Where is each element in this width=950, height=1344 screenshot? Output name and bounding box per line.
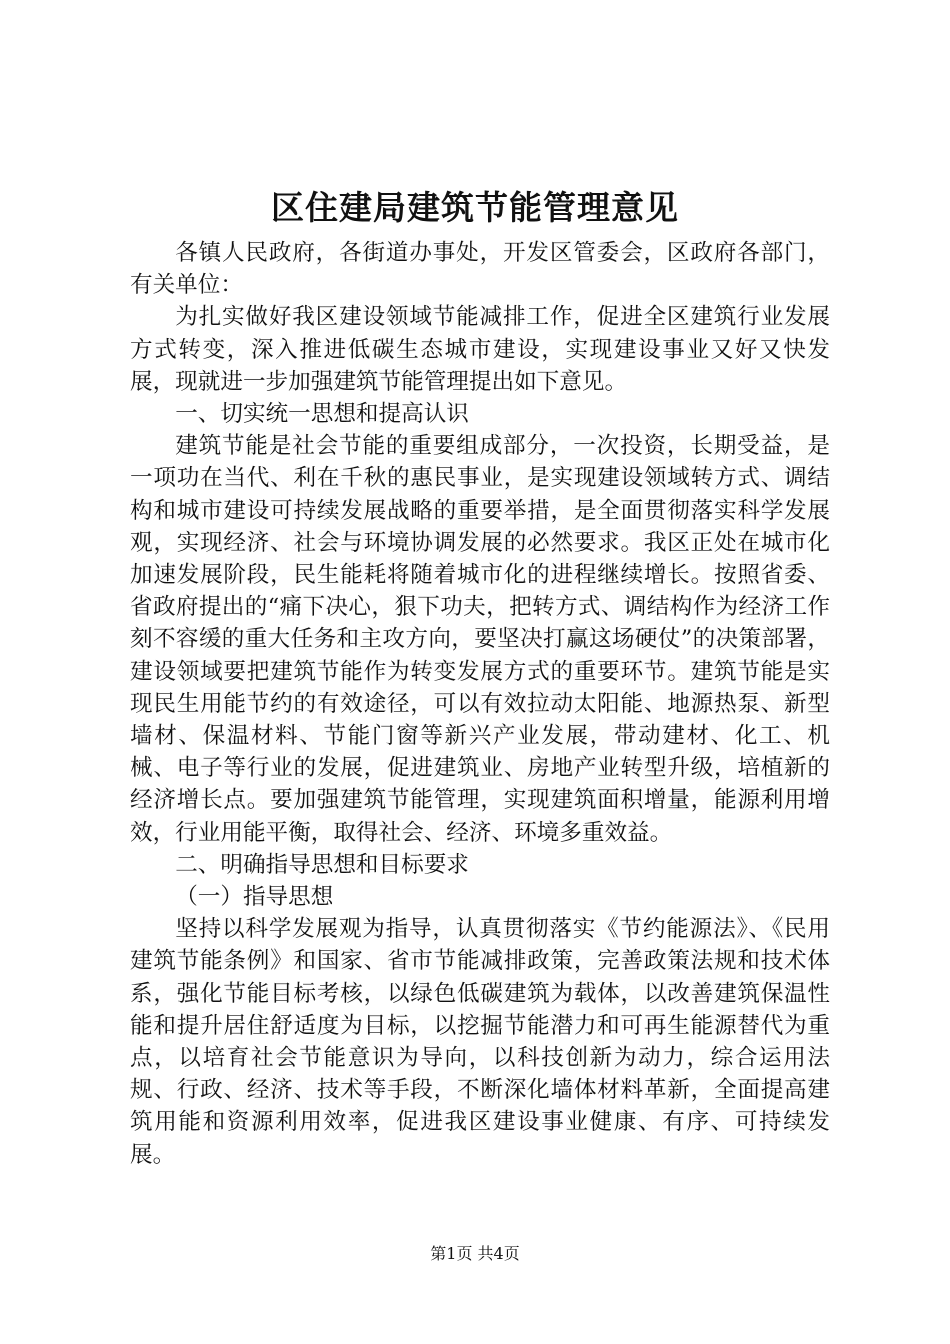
salutation-paragraph: 各镇人民政府，各街道办事处，开发区管委会，区政府各部门，有关单位： — [130, 240, 830, 299]
document-title: 区住建局建筑节能管理意见 — [271, 188, 679, 227]
section-1-paragraph: 建筑节能是社会节能的重要组成部分，一次投资，长期受益，是一项功在当代、利在千秋的惠民事业，是实现建设领域转方式、调结构和城市建设可持续发展战略的重要举措，是全面贯彻落实科学发展观，实现经济、社会与环境协调发展的必然要求。我区正处在城市化加速发展阶段，民生能耗将随着城市化的进程继续增长。按照省委、省政府提出的“痛下决心，狠下功夫，把转方式、调结构作为经济工作刻不容缓的重大任务和主攻方向，要坚决打赢这场硬仗”的决策部署，建设领域要把建筑节能作为转变发展方式的重要环节。建筑节能是实现民生用能节约的有效途径，可以有效拉动太阳能、地源热泵、新型墙材、保温材料、节能门窗等新兴产业发展，带动建材、化工、机械、电子等行业的发展，促进建筑业、房地产业转型升级，培植新的经济增长点。要加强建筑节能管理，实现建筑面积增量，能源利用增效，行业用能平衡，取得社会、经济、环境多重效益。 — [130, 433, 830, 846]
section-heading-1: 一、切实统一思想和提高认识 — [175, 401, 469, 428]
section-heading-2: 二、明确指导思想和目标要求 — [175, 851, 469, 878]
subsection-heading-1: （一）指导思想 — [175, 884, 334, 911]
page-number-footer: 第1页 共4页 — [430, 1244, 520, 1263]
document-body — [130, 237, 830, 1171]
subsection-1-paragraph: 坚持以科学发展观为指导，认真贯彻落实《节约能源法》、《民用建筑节能条例》和国家、省市节能减排政策，完善政策法规和技术体系，强化节能目标考核，以绿色低碳建筑为载体，以改善建筑保温性能和提升居住舒适度为目标，以挖掘节能潜力和可再生能源替代为重点，以培育社会节能意识为导向，以科技创新为动力，综合运用法规、行政、经济、技术等手段，不断深化墙体材料革新，全面提高建筑用能和资源利用效率，促进我区建设事业健康、有序、可持续发展。 — [130, 916, 830, 1168]
intro-paragraph: 为扎实做好我区建设领域节能减排工作，促进全区建筑行业发展方式转变，深入推进低碳生态城市建设，实现建设事业又好又快发展，现就进一步加强建筑节能管理提出如下意见。 — [130, 304, 830, 395]
